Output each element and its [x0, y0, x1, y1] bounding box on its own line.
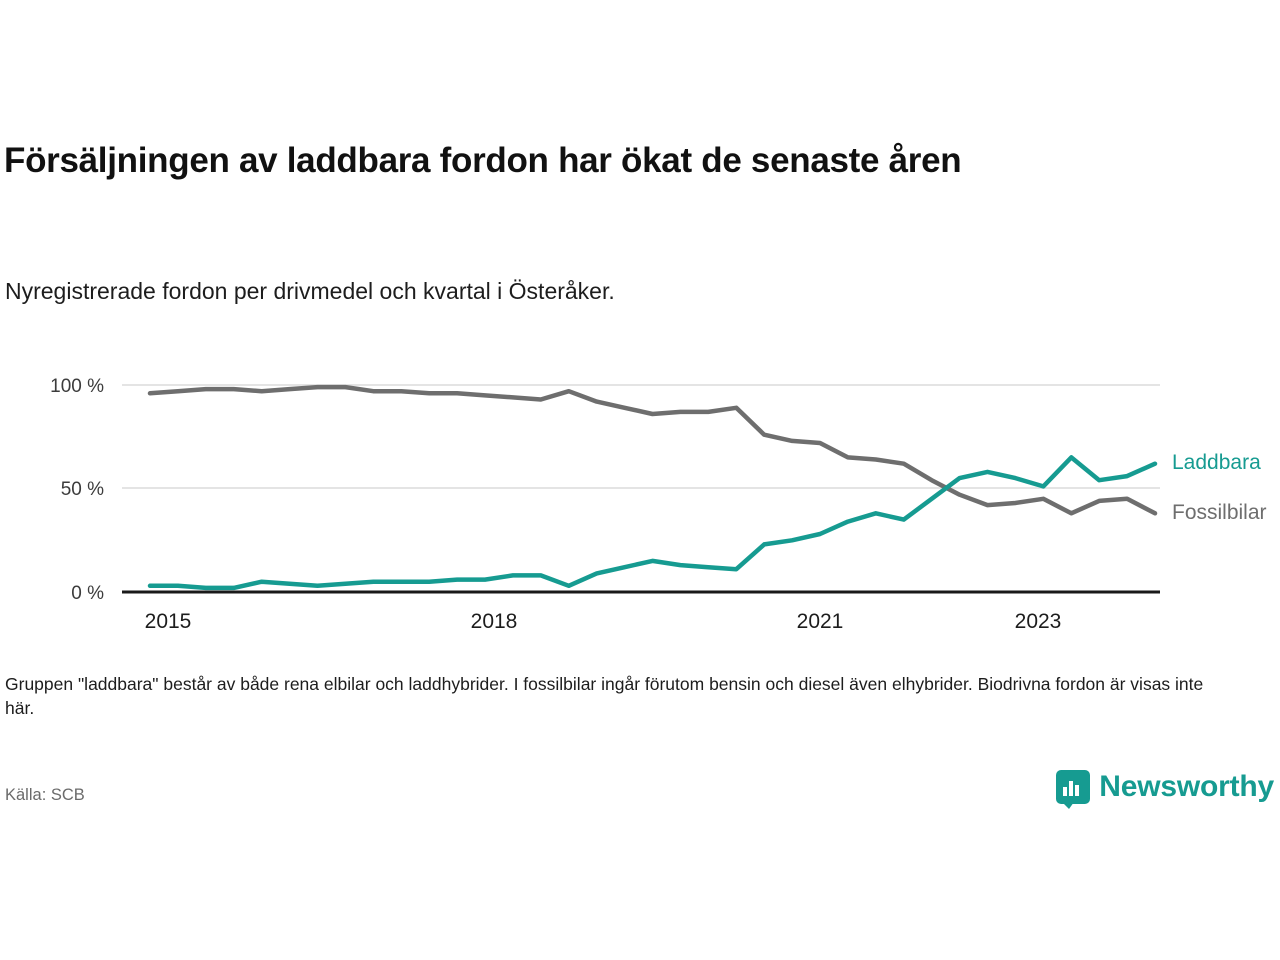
brand-name: Newsworthy: [1099, 770, 1274, 803]
chart-footnote: Gruppen "laddbara" består av både rena elbilar och laddhybrider. I fossilbilar ingår förutom bensin och diesel även elhybrider. Biodrivna fordon är visas inte här.: [5, 674, 1204, 719]
page-title: Försäljningen av laddbara fordon har ökat de senaste åren: [4, 141, 962, 180]
x-tick-2023: 2023: [1014, 610, 1062, 633]
chart-subtitle: Nyregistrerade fordon per drivmedel och kvartal i Österåker.: [5, 278, 615, 304]
newsworthy-logo: [1056, 770, 1274, 804]
x-tick-2021: 2021: [796, 610, 844, 633]
bar-chart-speech-bubble-icon: [1056, 770, 1090, 804]
series-label-laddbara: Laddbara: [1172, 451, 1261, 474]
x-tick-2018: 2018: [470, 610, 518, 633]
bar-chart-bars: [1063, 779, 1083, 796]
series-line-fossilbilar: [150, 387, 1155, 513]
chart-svg: [0, 355, 1280, 645]
source-credit: Källa: SCB: [5, 786, 85, 804]
y-tick-50: 50 %: [60, 479, 104, 500]
series-line-laddbara: [150, 457, 1155, 588]
series-label-fossilbilar: Fossilbilar: [1172, 501, 1267, 524]
gridlines: [122, 385, 1160, 488]
y-tick-0: 0 %: [71, 583, 104, 604]
x-tick-2015: 2015: [144, 610, 192, 633]
y-tick-100: 100 %: [50, 376, 104, 397]
line-chart: [0, 355, 1280, 645]
